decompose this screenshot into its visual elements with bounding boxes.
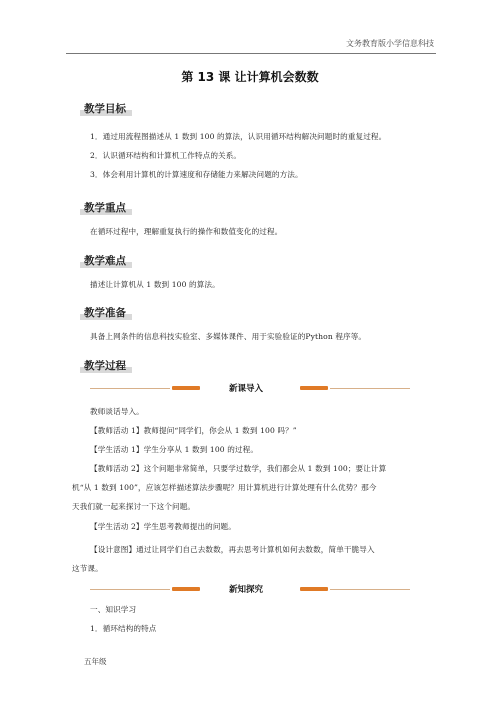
goal-item: 1．通过用流程图描述从 1 数到 100 的算法，认识用循环结构解决问题时的重复过程。	[90, 132, 387, 141]
publisher-header: 文务教育版小学信息科技	[346, 39, 434, 48]
section-heading-key-point	[80, 200, 130, 215]
divider-rule-left	[90, 388, 170, 389]
intro-line: 天我们就一起来探讨一下这个问题。	[72, 502, 196, 511]
intro-line: 这节课。	[72, 564, 103, 573]
intro-line: 教师谈话导入。	[90, 407, 144, 416]
section-heading-text: 教学目标	[84, 103, 126, 115]
difficulty-text: 描述让计算机从 1 数到 100 的算法。	[90, 280, 220, 289]
divider-rule-right	[330, 388, 410, 389]
goal-item: 3．体会利用计算机的计算速度和存储能力来解决问题的方法。	[90, 170, 303, 179]
intro-line: 【教师活动 2】这个问题非常简单，只要学过数学，我们都会从 1 数到 100；要让计算	[90, 464, 387, 473]
intro-line: 【学生活动 1】学生分享从 1 数到 100 的过程。	[90, 445, 259, 454]
intro-line: 【设计意图】通过让同学们自己去数数，再去思考计算机如何去数数，简单干脆导入	[90, 545, 375, 554]
header-rule	[66, 53, 436, 54]
section-heading-text: 教学难点	[84, 255, 126, 267]
grade-footer: 五年级	[84, 657, 107, 666]
preparation-text: 具备上网条件的信息科技实验室、多媒体课件、用于实验验证的Python 程序等。	[90, 332, 367, 341]
section-heading-text: 教学重点	[84, 202, 126, 214]
intro-line: 机“从 1 数到 100”，应该怎样描述算法步骤呢？用计算机进行计算处理有什么优势？那今	[72, 483, 377, 492]
divider-rule-right	[330, 589, 410, 590]
divider-accent-right	[300, 587, 328, 591]
intro-line: 【学生活动 2】学生思考教师提出的问题。	[90, 522, 236, 531]
section-heading-goals	[80, 101, 130, 116]
explore-line: 1．循环结构的特点	[90, 624, 157, 633]
intro-line: 【教师活动 1】教师提问“同学们，你会从 1 数到 100 吗？”	[90, 426, 297, 435]
divider-accent-left	[172, 587, 200, 591]
divider-rule-left	[90, 589, 170, 590]
section-heading-difficulty	[80, 253, 130, 268]
explore-line: 一、知识学习	[90, 605, 137, 614]
key-point-text: 在循环过程中，理解重复执行的操作和数值变化的过程。	[90, 227, 283, 236]
section-heading-text: 教学准备	[84, 307, 126, 319]
divider-title: 新课导入	[229, 384, 264, 394]
divider-accent-right	[300, 386, 328, 390]
divider-title: 新知探究	[229, 585, 264, 595]
section-heading-preparation	[80, 305, 130, 320]
section-heading-process	[80, 358, 130, 373]
goal-item: 2．认识循环结构和计算机工作特点的关系。	[90, 151, 242, 160]
divider-accent-left	[172, 386, 200, 390]
lesson-title: 第 13 课 让计算机会数数	[181, 70, 319, 84]
section-heading-text: 教学过程	[84, 360, 126, 372]
